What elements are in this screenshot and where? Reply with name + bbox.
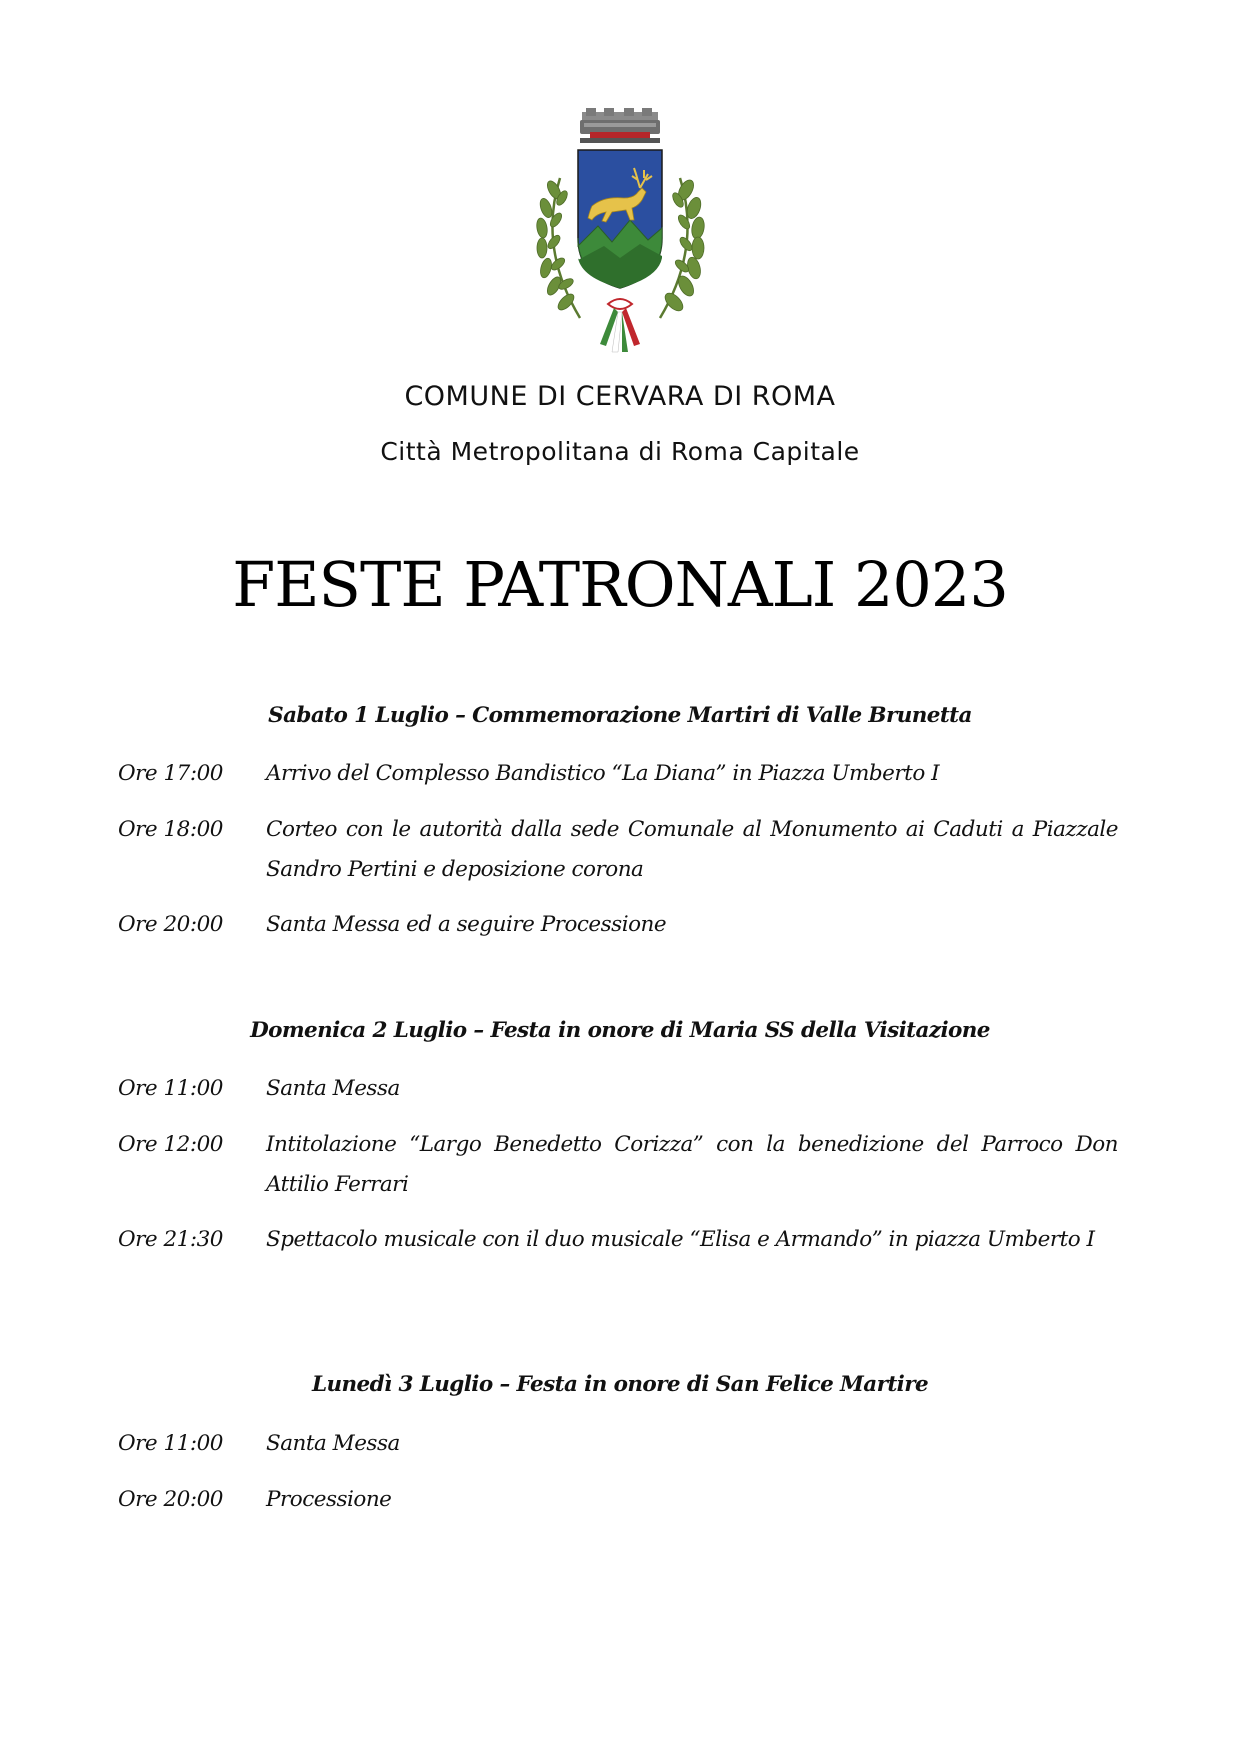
event-time: Ore 11:00 — [118, 1076, 223, 1101]
event-time: Ore 11:00 — [118, 1431, 223, 1456]
shield-icon — [578, 150, 662, 288]
day-section-1 — [0, 703, 1240, 728]
municipal-crest-stag-icon — [520, 108, 720, 370]
day-heading: Sabato 1 Luglio – Commemorazione Martiri di Valle Brunetta — [268, 703, 972, 728]
event-time: Ore 17:00 — [118, 761, 223, 786]
municipality-name: COMUNE DI CERVARA DI ROMA — [404, 381, 836, 412]
event-description: Arrivo del Complesso Bandistico “La Diana” in Piazza Umberto I — [266, 761, 940, 786]
event-description: Intitolazione “Largo Benedetto Corizza” con la benedizione del Parroco Don Attilio Ferrari — [266, 1132, 1118, 1197]
day-heading: Domenica 2 Luglio – Festa in onore di Maria SS della Visitazione — [250, 1018, 990, 1043]
event-description: Santa Messa — [266, 1431, 400, 1456]
municipality-subtitle: Città Metropolitana di Roma Capitale — [380, 437, 860, 466]
event-time: Ore 21:30 — [118, 1227, 223, 1252]
day-section-2 — [0, 1018, 1240, 1043]
event-time: Ore 20:00 — [118, 1487, 223, 1512]
day-heading: Lunedì 3 Luglio – Festa in onore di San Felice Martire — [311, 1372, 929, 1397]
mural-crown-icon — [580, 108, 660, 143]
event-description: Processione — [266, 1487, 392, 1512]
event-description: Santa Messa ed a seguire Processione — [266, 912, 667, 937]
event-time: Ore 20:00 — [118, 912, 223, 937]
tricolor-ribbon-icon — [600, 299, 640, 352]
laurel-branch-left-icon — [535, 178, 580, 318]
event-description: Corteo con le autorità dalla sede Comunale al Monumento ai Caduti a Piazzale Sandro Pertini e deposizione corona — [266, 817, 1118, 882]
event-time: Ore 12:00 — [118, 1132, 223, 1157]
event-description: Santa Messa — [266, 1076, 400, 1101]
page-title: FESTE PATRONALI 2023 — [232, 548, 1008, 621]
day-section-3 — [0, 1372, 1240, 1397]
event-time: Ore 18:00 — [118, 817, 223, 842]
oak-branch-right-icon — [660, 177, 706, 318]
event-description: Spettacolo musicale con il duo musicale “Elisa e Armando” in piazza Umberto I — [266, 1227, 1095, 1252]
